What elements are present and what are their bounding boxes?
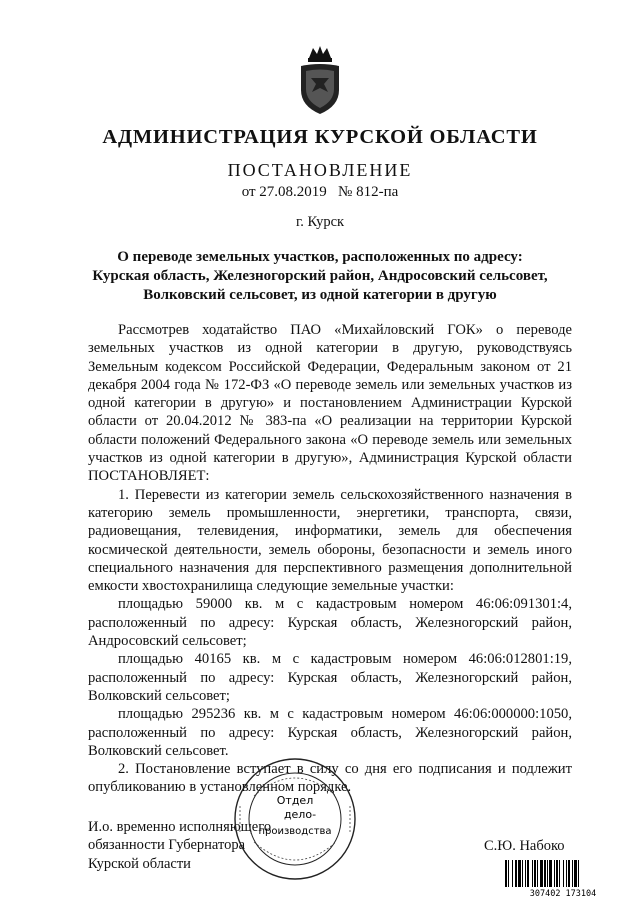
barcode-bar	[572, 860, 573, 887]
stamp-text: производства	[258, 826, 332, 837]
barcode-bar	[578, 860, 579, 887]
plot-1-paragraph: площадью 59000 кв. м с кадастровым номером 46:06:091301:4, расположенный по адресу: Курская область, Железногорский район, Андросовский сельсовет;	[88, 596, 572, 650]
document-date-number: от 27.08.2019 № 812-па	[241, 184, 399, 200]
barcode	[503, 858, 623, 898]
subject-line: Курская область, Железногорский район, Андросовский сельсовет,	[92, 268, 548, 284]
signatory-line: И.о. временно исполняющего	[88, 819, 272, 835]
intro-paragraph: Рассмотрев ходатайство ПАО «Михайловский ГОК» о переводе земельных участков из одной категории в другую, руководствуясь Земельным кодексом Российской Федерации, Федеральным законом от 21 декабря 2004 года № 172-ФЗ «О переводе земель или земельных участков из одной категории в другую» и постановлением Администрации Курской области от 20.04.2012 № 383-па «О реализации на территории Курской области положений Федерального закона «О переводе земель или земельных участков из одной категории в другую», Администрация Курской области ПОСТАНОВЛЯЕТ:	[88, 322, 572, 485]
barcode-bar	[508, 860, 509, 887]
document-subject	[40, 248, 600, 305]
subject-line: Волковский сельсовет, из одной категории в другую	[143, 287, 497, 303]
barcode-bar	[540, 860, 543, 887]
signatory-line: обязанности Губернатора	[88, 837, 246, 854]
barcode-bar	[512, 860, 513, 887]
barcode-bar	[532, 860, 533, 887]
barcode-bar	[534, 860, 536, 887]
barcode-bar	[537, 860, 538, 887]
barcode-number: 307402 173104	[529, 889, 597, 898]
barcode-bar	[522, 860, 523, 887]
document-type: ПОСТАНОВЛЕНИЕ	[227, 160, 413, 180]
registry-stamp	[232, 756, 358, 882]
signatory-line: Курской области	[88, 855, 191, 872]
barcode-bar	[549, 860, 552, 887]
stamp-text: Отдел	[276, 794, 314, 807]
document-body	[88, 321, 572, 797]
barcode-bar	[563, 860, 564, 887]
barcode-bar	[525, 860, 526, 887]
document-city: г. Курск	[295, 214, 345, 230]
stamp-text: дело-	[283, 808, 317, 821]
barcode-bar	[518, 860, 521, 887]
barcode-bar	[547, 860, 548, 887]
subject-line: О переводе земельных участков, расположенных по адресу:	[117, 249, 523, 265]
barcode-bar	[568, 860, 570, 887]
barcode-bars	[505, 860, 579, 887]
barcode-bar	[556, 860, 558, 887]
barcode-bar	[559, 860, 560, 887]
plot-2-paragraph: площадью 40165 кв. м с кадастровым номером 46:06:012801:19, расположенный по адресу: Курская область, Железногорский район, Волковский сельсовет;	[88, 651, 572, 704]
barcode-bar	[505, 860, 507, 887]
plot-3-paragraph: площадью 295236 кв. м с кадастровым номером 46:06:000000:1050, расположенный по адресу: Курская область, Железногорский район, Волковский сельсовет.	[88, 706, 572, 759]
barcode-bar	[527, 860, 529, 887]
barcode-bar	[554, 860, 555, 887]
item-1-paragraph: 1. Перевести из категории земель сельскохозяйственного назначения в категорию земель промышленности, энергетики, транспорта, связи, радиовещания, телевидения, информатики, земель для обеспечения космической деятельности, земель обороны, безопасности и земель иного специального назначения для перспективного размещения дополнительной емкости хвостохранилища следующие земельные участки:	[88, 486, 572, 595]
item-2-paragraph: 2. Постановление вступает в силу со дня его подписания и подлежит опубликованию в установленном порядке.	[88, 761, 572, 796]
organization-title: АДМИНИСТРАЦИЯ КУРСКОЙ ОБЛАСТИ	[102, 126, 538, 148]
signatory-name: С.Ю. Набоко	[484, 838, 565, 854]
barcode-bar	[574, 860, 577, 887]
barcode-bar	[515, 860, 517, 887]
barcode-bar	[566, 860, 567, 887]
barcode-bar	[544, 860, 546, 887]
kursk-coat-of-arms-icon	[297, 44, 343, 116]
